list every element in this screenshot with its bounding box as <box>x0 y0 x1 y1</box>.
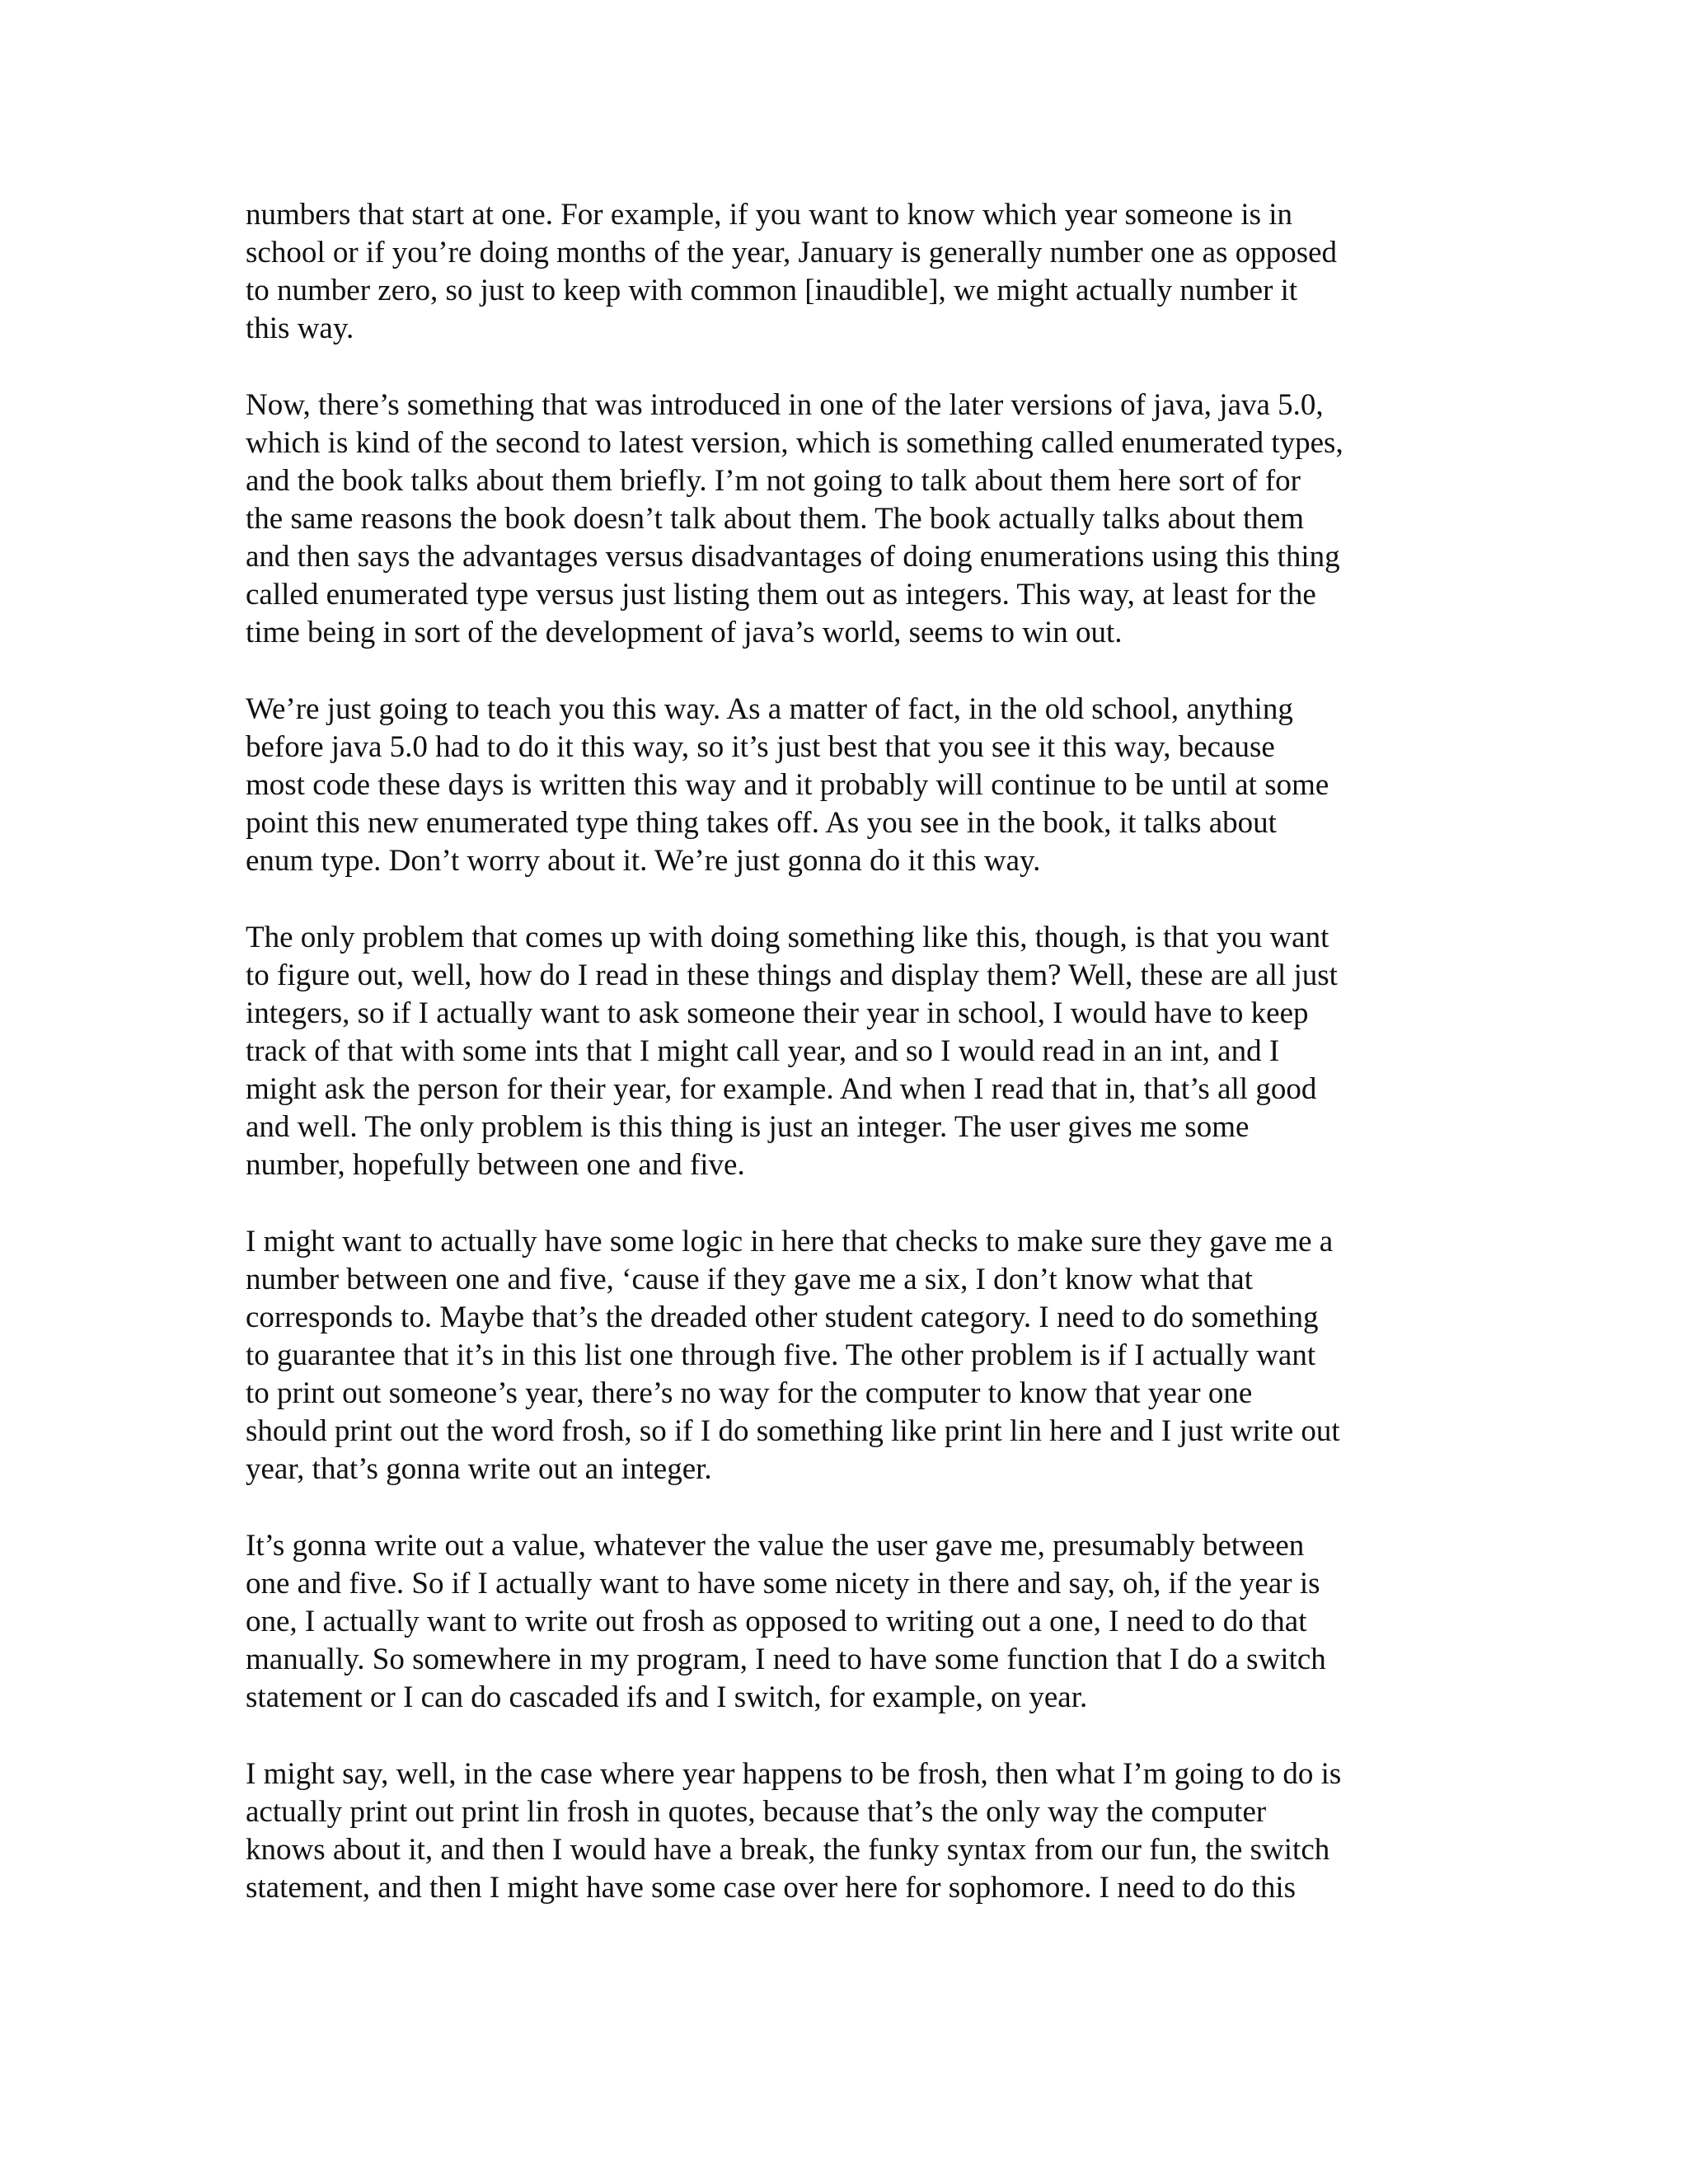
text-line: one, I actually want to write out frosh as opposed to writing out a one, I need to do that <box>246 1605 1307 1638</box>
text-line: enum type. Don’t worry about it. We’re just gonna do it this way. <box>246 844 1041 878</box>
text-line: before java 5.0 had to do it this way, so it’s just best that you see it this way, because <box>246 730 1275 764</box>
text-line: statement, and then I might have some case over here for sophomore. I need to do this <box>246 1871 1296 1905</box>
text-line: to guarantee that it’s in this list one through five. The other problem is if I actually want <box>246 1338 1316 1372</box>
text-line: most code these days is written this way and it probably will continue to be until at some <box>246 768 1329 802</box>
paragraph <box>246 919 1449 1184</box>
text-line: I might want to actually have some logic in here that checks to make sure they gave me a <box>246 1225 1334 1258</box>
paragraph <box>246 691 1449 880</box>
text-line: and the book talks about them briefly. I’m not going to talk about them here sort of for <box>246 464 1301 498</box>
text-line: might ask the person for their year, for example. And when I read that in, that’s all good <box>246 1072 1317 1106</box>
text-line: I might say, well, in the case where year happens to be frosh, then what I’m going to do is <box>246 1757 1342 1791</box>
paragraph <box>246 1755 1449 1907</box>
text-line: time being in sort of the development of java’s world, seems to win out. <box>246 616 1123 649</box>
text-line: statement or I can do cascaded ifs and I switch, for example, on year. <box>246 1680 1088 1714</box>
paragraph <box>246 387 1449 652</box>
text-line: The only problem that comes up with doing something like this, though, is that you want <box>246 921 1329 954</box>
text-line: to print out someone’s year, there’s no way for the computer to know that year one <box>246 1376 1253 1410</box>
text-line: number between one and five, ‘cause if they gave me a six, I don’t know what that <box>246 1263 1253 1296</box>
text-line: Now, there’s something that was introduced in one of the later versions of java, java 5.0, <box>246 388 1324 422</box>
text-line: school or if you’re doing months of the year, January is generally number one as opposed <box>246 236 1338 269</box>
text-line: should print out the word frosh, so if I do something like print lin here and I just write out <box>246 1414 1340 1448</box>
text-line: and then says the advantages versus disadvantages of doing enumerations using this thing <box>246 540 1340 574</box>
text-line: manually. So somewhere in my program, I need to have some function that I do a switch <box>246 1643 1326 1676</box>
text-line: integers, so if I actually want to ask someone their year in school, I would have to keep <box>246 996 1309 1030</box>
text-line: knows about it, and then I would have a break, the funky syntax from our fun, the switch <box>246 1833 1330 1867</box>
text-line: It’s gonna write out a value, whatever the value the user gave me, presumably between <box>246 1529 1305 1563</box>
text-line: actually print out print lin frosh in quotes, because that’s the only way the computer <box>246 1795 1267 1829</box>
text-line: this way. <box>246 312 354 345</box>
text-line: point this new enumerated type thing takes off. As you see in the book, it talks about <box>246 806 1277 840</box>
text-line: corresponds to. Maybe that’s the dreaded other student category. I need to do something <box>246 1301 1319 1334</box>
paragraph <box>246 196 1449 348</box>
text-line: which is kind of the second to latest version, which is something called enumerated types, <box>246 426 1343 460</box>
text-line: to number zero, so just to keep with common [inaudible], we might actually number it <box>246 274 1298 307</box>
text-line: and well. The only problem is this thing is just an integer. The user gives me some <box>246 1110 1250 1144</box>
text-line: numbers that start at one. For example, if you want to know which year someone is in <box>246 198 1293 232</box>
text-line: track of that with some ints that I might call year, and so I would read in an int, and I <box>246 1034 1280 1068</box>
text-line: We’re just going to teach you this way. As a matter of fact, in the old school, anything <box>246 692 1293 726</box>
text-line: year, that’s gonna write out an integer. <box>246 1452 712 1486</box>
text-line: to figure out, well, how do I read in these things and display them? Well, these are all just <box>246 958 1338 992</box>
paragraph <box>246 1223 1449 1488</box>
text-line: called enumerated type versus just listing them out as integers. This way, at least for the <box>246 578 1316 612</box>
text-line: the same reasons the book doesn’t talk about them. The book actually talks about them <box>246 502 1305 536</box>
text-line: number, hopefully between one and five. <box>246 1148 745 1182</box>
transcript-body <box>246 196 1449 1907</box>
text-line: one and five. So if I actually want to have some nicety in there and say, oh, if the year is <box>246 1567 1320 1601</box>
paragraph <box>246 1527 1449 1717</box>
